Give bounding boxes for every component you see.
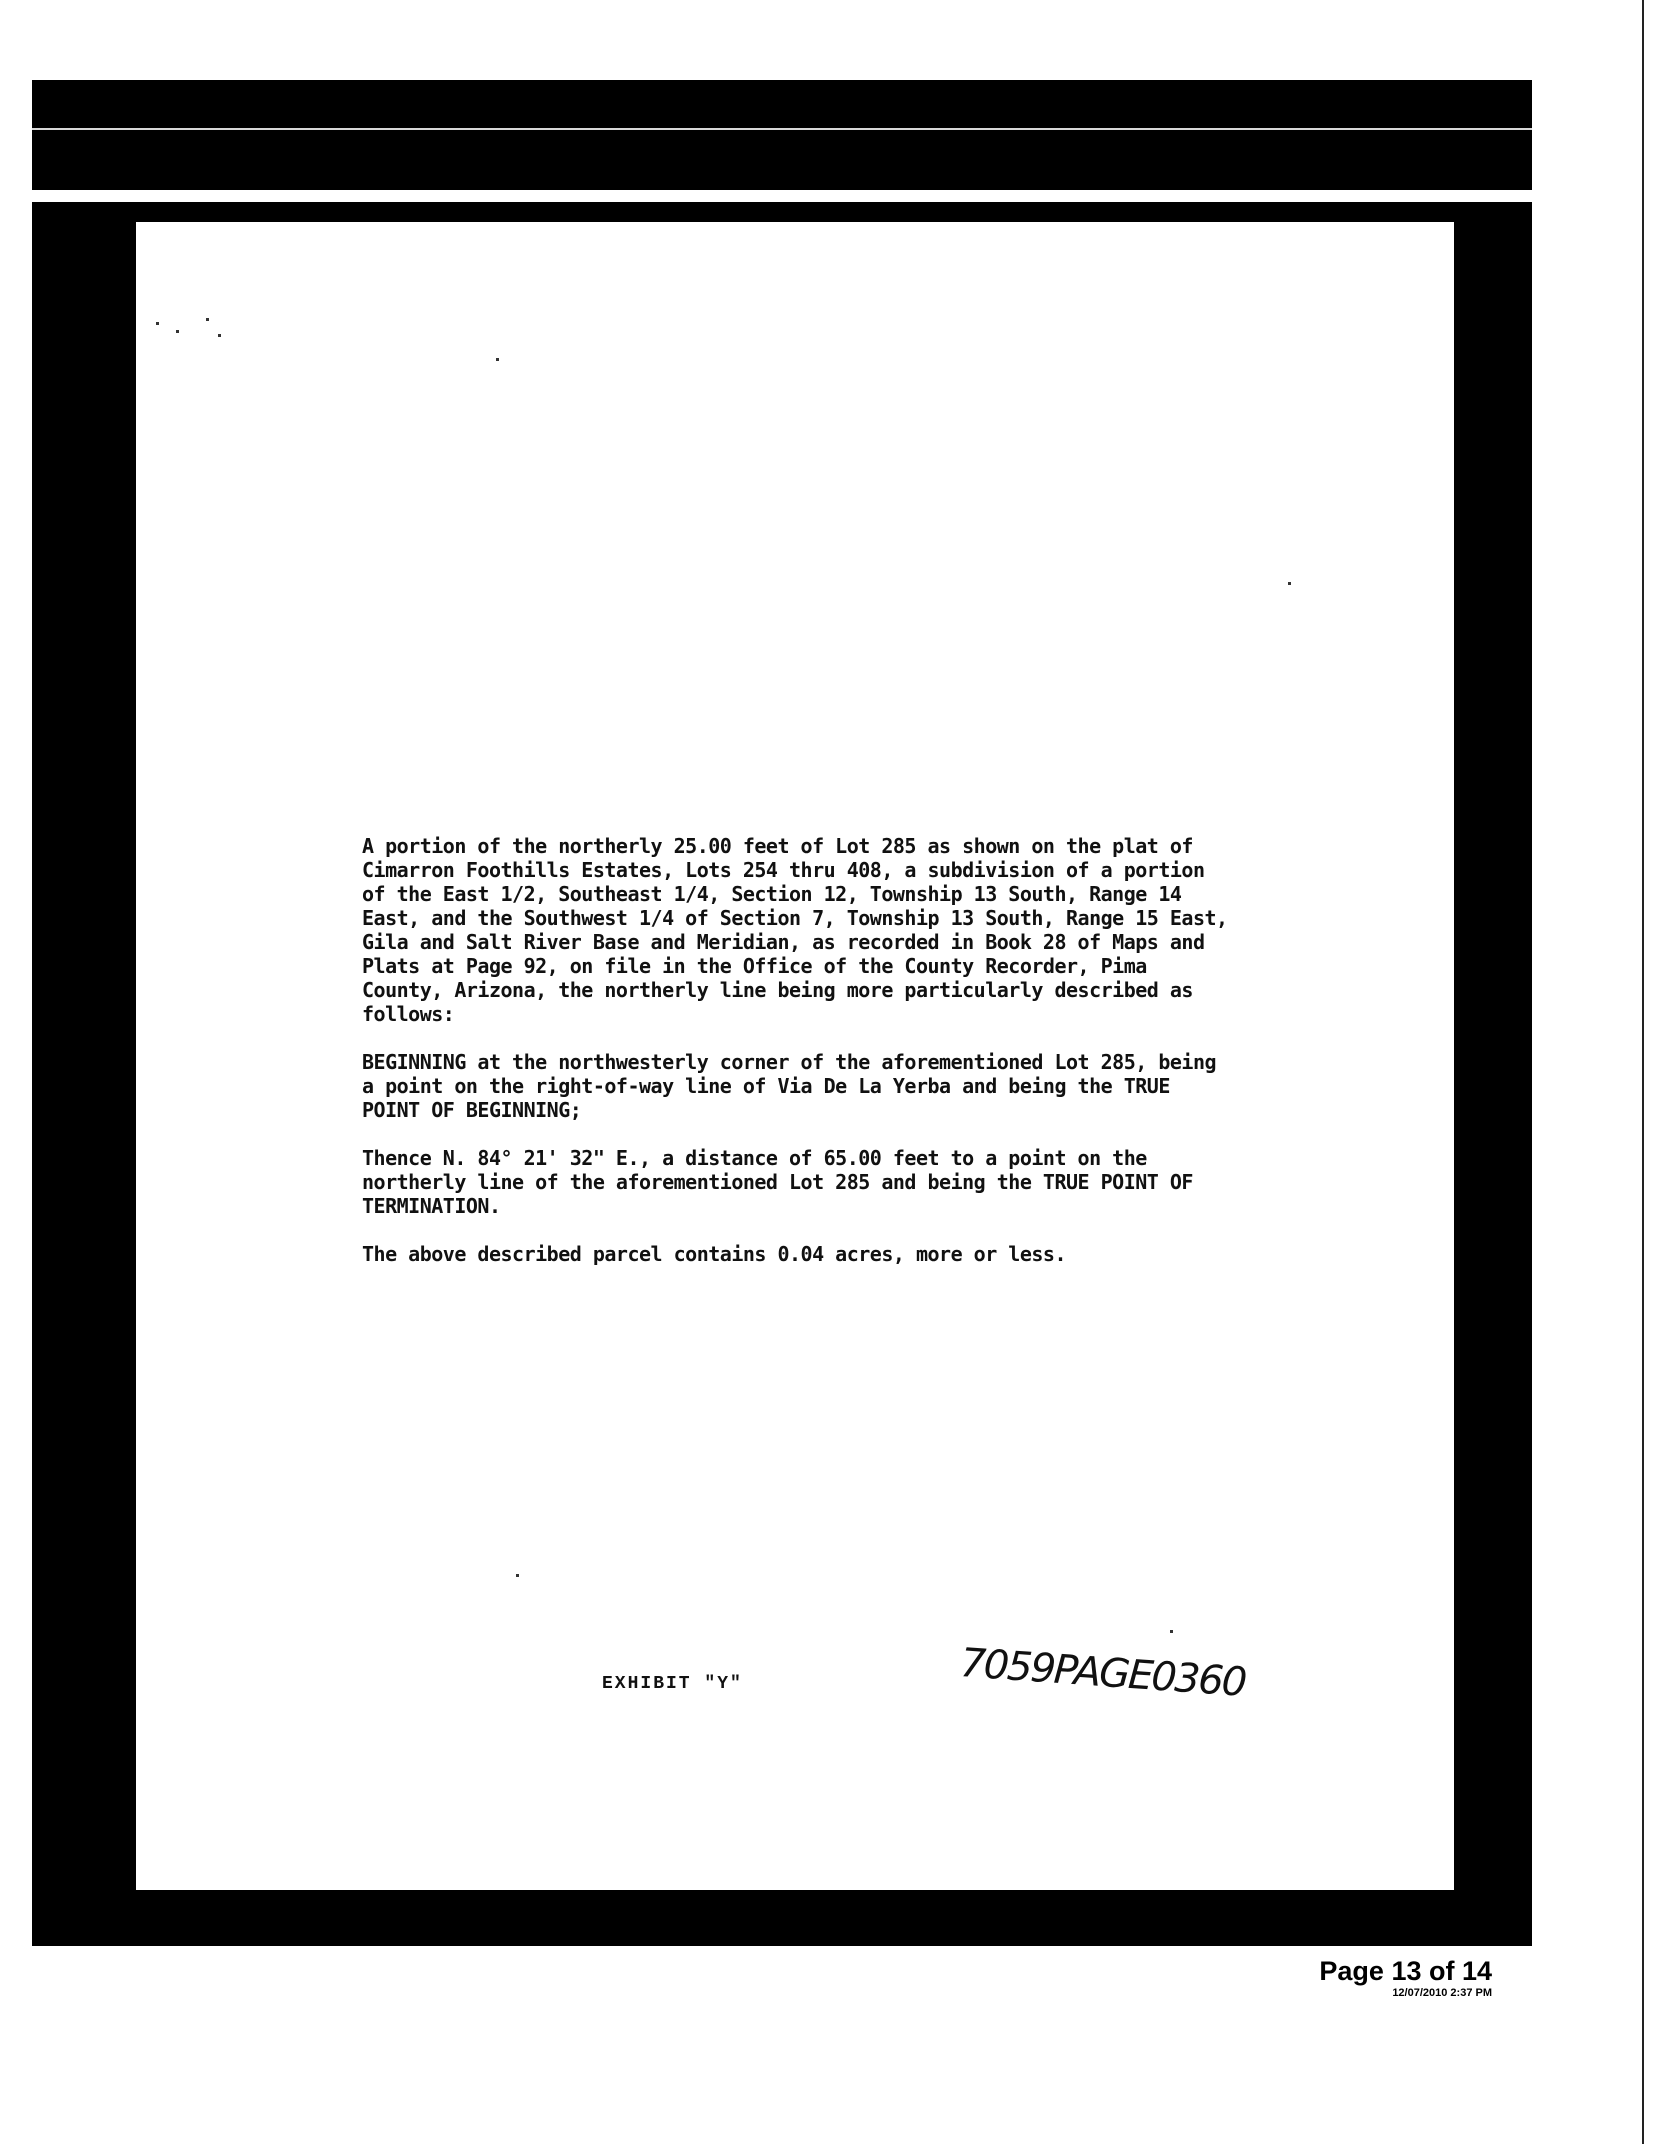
scan-speck [206,318,209,321]
page-number: Page 13 of 14 [1319,1956,1492,1986]
recording-stamp: 7059PAGE0360 [958,1640,1247,1706]
right-edge-rule [1642,0,1644,2144]
scan-speck [156,322,159,325]
scan-speck [496,358,499,361]
scan-speck [1288,582,1291,585]
print-timestamp: 12/07/2010 2:37 PM [1392,1987,1492,1999]
document-paper [136,222,1454,1890]
header-strip-line [32,128,1532,130]
header-gap [32,190,1532,202]
legal-paragraph-beginning: BEGINNING at the northwesterly corner of the aforementioned Lot 285, being a point on the right-of-way line of Via De La Yerba and being the TRUE POINT OF BEGINNING; [362,1050,1217,1122]
legal-description [362,834,1362,1290]
legal-paragraph-acreage: The above described parcel contains 0.04 acres, more or less. [362,1242,1067,1266]
scanned-page-frame [32,80,1532,1946]
scan-speck [176,330,179,333]
scan-speck [218,334,221,337]
scan-speck [1170,1630,1173,1633]
scan-speck [516,1574,519,1577]
page-footer [1319,1956,1492,2000]
legal-paragraph-parcel: A portion of the northerly 25.00 feet of Lot 285 as shown on the plat of Cimarron Foothills Estates, Lots 254 thru 408, a subdivision of a portion of the East 1/2, Southeast 1/4, Section 12, Township 13 South, Range 14 East, and the Southwest 1/4 of Section 7, Township 13 South, Range 15 East, Gila and Salt River Base and Meridian, as recorded in Book 28 of Maps and Plats at Page 92, on file in the Office of the County Recorder, Pima County, Arizona, the northerly line being more particularly described as follows: [362,834,1228,1026]
exhibit-label: EXHIBIT "Y" [602,1674,743,1694]
legal-paragraph-thence: Thence N. 84° 21' 32" E., a distance of 65.00 feet to a point on the northerly line of the aforementioned Lot 285 and being the TRUE POINT OF TERMINATION. [362,1146,1193,1218]
